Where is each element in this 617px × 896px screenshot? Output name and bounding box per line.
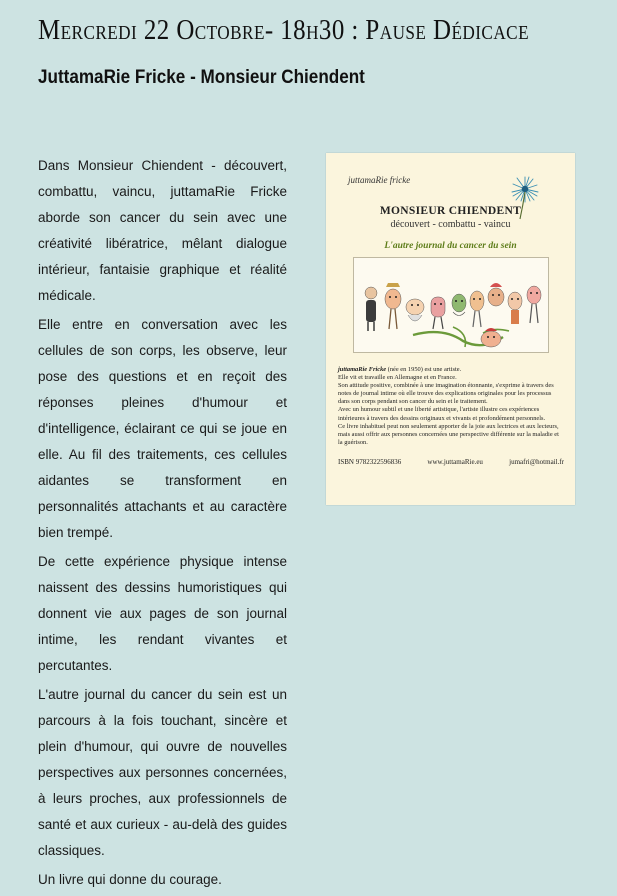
cover-description-line: Son attitude positive, combinée à une imagination étonnante, s'exprime à travers des notes de journal intime où elle trouve des explications originales pour les processus dans son corps pendant son cancer du sein et le traitement. <box>338 382 554 406</box>
description-paragraph: De cette expérience physique intense naissent des dessins humoristiques qui donnent vie aux pages de son journal intime, les rendant vivantes et percutantes. <box>38 554 287 673</box>
cover-footer <box>338 458 564 466</box>
cover-description-line: Ce livre inhabituel peut non seulement apporter de la joie aux lectrices et aux lecteurs, mais aussi offrir aux personnes concernées une perspective différente sur la maladie et la guérison. <box>338 422 559 446</box>
cover-illustration <box>353 257 549 353</box>
cover-website: www.juttamaRie.eu <box>427 458 483 466</box>
cover-email: jumafri@hotmail.fr <box>509 458 564 466</box>
book-cover-image <box>326 153 575 505</box>
description-paragraph: Elle entre en conversation avec les cellules de son corps, les observe, leur pose des questions et en reçoit des réponses pleines d'humour et d'intelligence, éclairant ce qui se joue en elle. Au fil des traitements, ces cellules aidantes se transforment en personnalités attachants et au caractère bien trempé. <box>38 317 287 540</box>
description-paragraph: Dans Monsieur Chiendent - découvert, combattu, vaincu, juttamaRie Fricke aborde son cancer du sein avec une créativité libératrice, mêlant dialogue intérieur, fantaisie graphique et réalité médicale. <box>38 158 287 303</box>
event-title: Mercredi 22 Octobre- 18h30 : Pause Dédicace <box>38 14 530 46</box>
description-text <box>38 153 287 896</box>
cover-description-intro: (née en 1950) est une artiste. <box>386 366 462 373</box>
event-subtitle: JuttamaRie Fricke - Monsieur Chiendent <box>38 67 365 88</box>
cover-author: juttamaRie fricke <box>348 175 411 185</box>
cover-description-line <box>338 366 564 374</box>
cover-description-author: juttamaRie Fricke <box>338 366 387 373</box>
description-paragraph: L'autre journal du cancer du sein est un parcours à la fois touchant, sincère et plein d'humour, qui ouvre de nouvelles perspectives aux personnes concernées, à leurs proches, aux professionnels de santé et aux curieux - au-delà des guides classiques. <box>38 687 287 858</box>
cover-isbn: ISBN 9782322596836 <box>338 458 402 466</box>
cover-description <box>338 366 564 447</box>
cover-description-line: Avec un humour subtil et une liberté artistique, l'artiste illustre ces expériences intérieures à travers des dessins originaux et vivants et profondément personnels. <box>338 406 546 422</box>
description-paragraph: Un livre qui donne du courage. <box>38 872 222 887</box>
cover-description-line: Elle vit et travaille en Allemagne et en France. <box>338 374 457 382</box>
cover-title: MONSIEUR CHIENDENT <box>379 205 522 217</box>
cover-tagline: découvert - combattu - vaincu <box>390 219 511 230</box>
cover-subtitle: L'autre journal du cancer du sein <box>384 241 517 251</box>
